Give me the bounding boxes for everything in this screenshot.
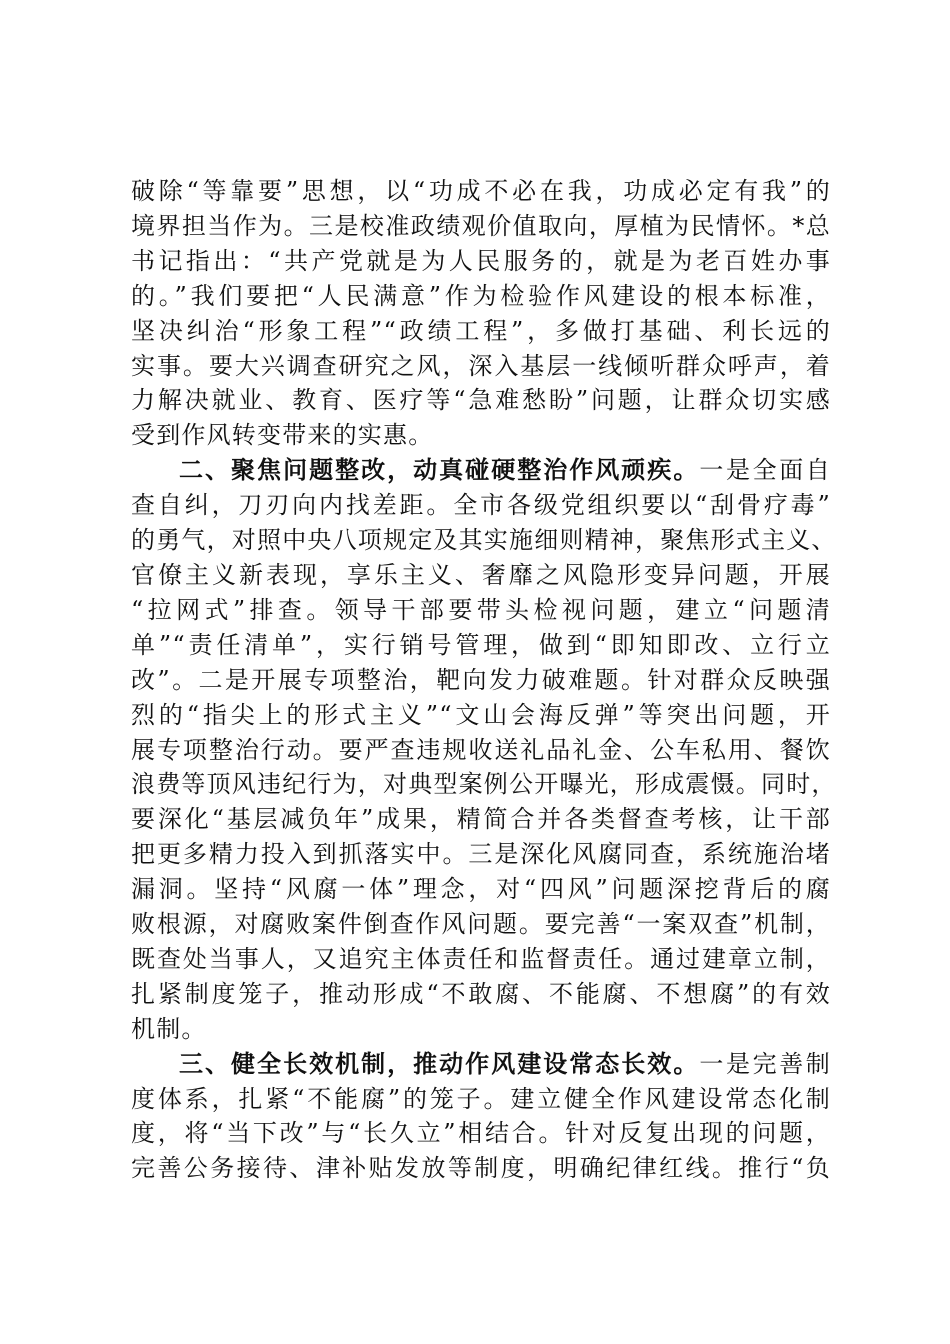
- text-line: 单”“责任清单”，实行销号管理，做到“即知即改、立行立: [131, 630, 831, 659]
- text-line: “拉网式”排查。领导干部要带头检视问题，建立“问题清: [131, 595, 831, 624]
- text-line: 受到作风转变带来的实惠。: [131, 421, 434, 450]
- text-line: 展专项整治行动。要严查违规收送礼品礼金、公车私用、餐饮: [131, 735, 831, 764]
- paragraph-1: [131, 174, 831, 453]
- text-line: 既查处当事人，又追究主体责任和监督责任。通过建章立制，: [131, 944, 831, 973]
- text-line: 败根源，对腐败案件倒查作风问题。要完善“一案双查”机制，: [131, 910, 831, 939]
- text-line: 把更多精力投入到抓落实中。三是深化风腐同查，系统施治堵: [131, 840, 831, 869]
- text-line: 度体系，扎紧“不能腐”的笼子。建立健全作风建设常态化制: [131, 1084, 831, 1113]
- text-line: 查自纠，刀刃向内找差距。全市各级党组织要以“刮骨疗毒”: [131, 491, 831, 520]
- text-line: 坚决纠治“形象工程”“政绩工程”，多做打基础、利长远的: [131, 316, 831, 345]
- document-body: [131, 174, 837, 1186]
- text-line: 官僚主义新表现，享乐主义、奢靡之风隐形变异问题，开展: [131, 560, 831, 589]
- text-line: 破除“等靠要”思想，以“功成不必在我，功成必定有我”的: [131, 177, 831, 205]
- text-line-first: [131, 453, 831, 488]
- text-run: 一是全面自: [699, 456, 832, 485]
- paragraph-2: [131, 453, 837, 1046]
- text-line: 力解决就业、教育、医疗等“急难愁盼”问题，让群众切实感: [131, 386, 831, 415]
- text-line: 要深化“基层减负年”成果，精简合并各类督查考核，让干部: [131, 805, 831, 834]
- text-line: 的勇气，对照中央八项规定及其实施细则精神，聚焦形式主义、: [131, 526, 837, 555]
- text-line: 机制。: [131, 1014, 207, 1043]
- text-line-first: [131, 1047, 831, 1082]
- section-heading-3: 三、健全长效机制，推动作风建设常态长效。: [179, 1049, 700, 1078]
- section-heading-2: 二、聚焦问题整改，动真碰硬整治作风顽疾。: [179, 456, 700, 485]
- text-line: 漏洞。坚持“风腐一体”理念，对“四风”问题深挖背后的腐: [131, 875, 831, 904]
- text-line: 的。”我们要把“人民满意”作为检验作风建设的根本标准，: [131, 281, 831, 310]
- text-run: 一是完善制: [699, 1049, 832, 1078]
- text-line: 实事。要大兴调查研究之风，深入基层一线倾听群众呼声，着: [131, 351, 831, 380]
- text-line: 书记指出：“共产党就是为人民服务的，就是为老百姓办事: [131, 246, 831, 275]
- paragraph-3: [131, 1047, 831, 1187]
- text-line: 改”。二是开展专项整治，靶向发力破难题。针对群众反映强: [131, 665, 831, 694]
- text-line: 境界担当作为。三是校准政绩观价值取向，厚植为民情怀。*总: [131, 211, 831, 240]
- text-line: 度，将“当下改”与“长久立”相结合。针对反复出现的问题，: [131, 1119, 831, 1148]
- text-line: 完善公务接待、津补贴发放等制度，明确纪律红线。推行“负: [131, 1154, 831, 1183]
- text-line: 烈的“指尖上的形式主义”“文山会海反弹”等突出问题，开: [131, 700, 831, 729]
- text-line: 浪费等顶风违纪行为，对典型案例公开曝光，形成震慑。同时，: [131, 770, 837, 799]
- text-line: 扎紧制度笼子，推动形成“不敢腐、不能腐、不想腐”的有效: [131, 979, 831, 1008]
